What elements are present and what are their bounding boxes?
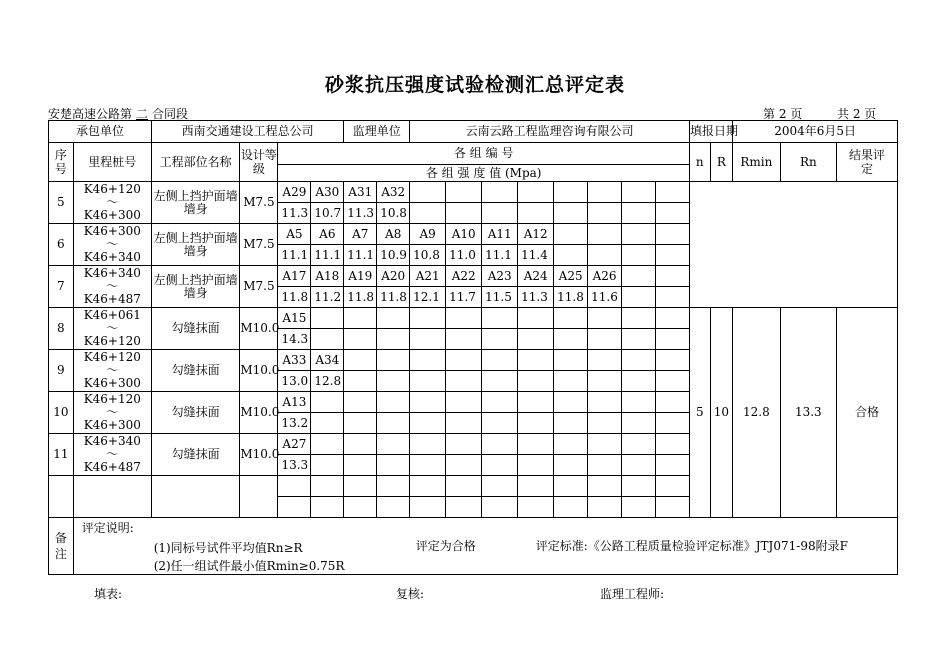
empty-cell <box>446 497 482 518</box>
section-number: 二 <box>136 107 149 121</box>
group-strength <box>377 455 410 476</box>
pile-from: K46+120 <box>83 350 141 364</box>
group-code <box>446 308 482 329</box>
col-strength: 各 组 强 度 值 (Mpa) <box>278 165 690 182</box>
col-n: n <box>689 143 710 182</box>
pile-to: K46+300 <box>83 418 141 432</box>
group-strength: 11.2 <box>311 287 344 308</box>
group-strength <box>518 455 554 476</box>
group-code: A27 <box>278 434 311 455</box>
pile-to: K46+340 <box>83 250 141 264</box>
group-strength: 11.1 <box>278 245 311 266</box>
group-strength <box>622 203 656 224</box>
group-strength <box>446 203 482 224</box>
group-strength: 11.1 <box>482 245 518 266</box>
group-code <box>377 308 410 329</box>
group-strength <box>311 455 344 476</box>
group-strength <box>622 455 656 476</box>
group-code <box>446 392 482 413</box>
empty-cell <box>377 497 410 518</box>
group-code <box>622 392 656 413</box>
group-code <box>554 434 588 455</box>
pile-from: K46+300 <box>83 224 141 238</box>
row-part: 勾缝抹面 <box>151 350 239 392</box>
summary-rn: 13.3 <box>780 308 837 518</box>
empty-cell <box>518 476 554 497</box>
group-strength <box>344 329 377 350</box>
pile-sep: ～ <box>106 279 119 293</box>
group-code <box>377 392 410 413</box>
page-current: 第 2 页 <box>763 107 803 121</box>
pile-to: K46+300 <box>83 208 141 222</box>
group-strength <box>344 371 377 392</box>
row-grade: M10.0 <box>240 308 278 350</box>
group-strength <box>311 329 344 350</box>
group-code <box>410 308 446 329</box>
group-strength: 12.8 <box>311 371 344 392</box>
row-pile <box>73 434 151 476</box>
group-code <box>344 434 377 455</box>
group-code <box>554 308 588 329</box>
empty-cell <box>344 497 377 518</box>
col-rn: Rn <box>780 143 837 182</box>
remarks-label: 备注 <box>49 518 74 575</box>
group-code <box>311 308 344 329</box>
remarks-item-2: (2)任一组试件最小值Rmin≥0.75R <box>153 559 345 573</box>
group-strength <box>588 203 622 224</box>
group-code <box>554 182 588 203</box>
group-strength <box>377 329 410 350</box>
filler-label: 填表: <box>94 587 123 601</box>
group-strength <box>482 455 518 476</box>
group-strength: 10.8 <box>410 245 446 266</box>
group-strength <box>518 329 554 350</box>
group-code <box>482 308 518 329</box>
group-code <box>588 434 622 455</box>
group-code <box>410 350 446 371</box>
row-pile <box>73 350 151 392</box>
supervisor-label: 监理单位 <box>344 121 410 143</box>
row-part: 左侧上挡护面墙墙身 <box>151 224 239 266</box>
group-code: A21 <box>410 266 446 287</box>
reviewer-label: 复核: <box>396 587 425 601</box>
contractor-name: 西南交通建设工程总公司 <box>151 121 343 143</box>
group-code <box>482 350 518 371</box>
remarks-box <box>74 518 897 574</box>
page-title: 砂浆抗压强度试验检测汇总评定表 <box>324 74 625 96</box>
remarks-standard: 评定标准:《公路工程质量检验评定标准》JTJ071-98附录F <box>535 539 848 553</box>
group-strength <box>410 413 446 434</box>
group-strength <box>554 371 588 392</box>
summary-result: 合格 <box>837 308 898 518</box>
pile-to: K46+487 <box>83 292 141 306</box>
group-code <box>410 392 446 413</box>
group-code: A8 <box>377 224 410 245</box>
group-strength: 11.1 <box>311 245 344 266</box>
group-code <box>344 350 377 371</box>
group-code: A12 <box>518 224 554 245</box>
group-strength <box>656 245 690 266</box>
group-strength <box>554 455 588 476</box>
row-part: 勾缝抹面 <box>151 308 239 350</box>
group-code: A30 <box>311 182 344 203</box>
group-strength <box>377 413 410 434</box>
header-info-row <box>49 121 898 143</box>
group-code <box>410 182 446 203</box>
row-part: 左侧上挡护面墙墙身 <box>151 266 239 308</box>
group-strength <box>588 455 622 476</box>
empty-cell <box>311 476 344 497</box>
empty-part <box>151 476 239 518</box>
group-code <box>554 224 588 245</box>
group-code <box>518 182 554 203</box>
row-pile <box>73 392 151 434</box>
empty-cell <box>588 476 622 497</box>
row-pile <box>73 182 151 224</box>
group-code <box>588 182 622 203</box>
group-strength <box>410 203 446 224</box>
group-strength <box>588 245 622 266</box>
project-suffix: 合同段 <box>152 107 189 121</box>
pile-sep: ～ <box>106 405 119 419</box>
group-strength <box>622 371 656 392</box>
group-code: A32 <box>377 182 410 203</box>
group-strength <box>377 371 410 392</box>
remarks-title: 评定说明: <box>81 521 134 535</box>
group-strength <box>588 371 622 392</box>
group-strength <box>518 203 554 224</box>
col-r: R <box>710 143 733 182</box>
empty-cell <box>410 476 446 497</box>
summary-rmin: 12.8 <box>733 308 780 518</box>
date-label: 填报日期 <box>689 121 732 143</box>
group-code: A25 <box>554 266 588 287</box>
group-code <box>446 182 482 203</box>
row-pile <box>73 266 151 308</box>
group-strength <box>410 371 446 392</box>
empty-cell <box>554 497 588 518</box>
page-total: 共 2 页 <box>837 107 877 121</box>
empty-cell <box>410 497 446 518</box>
group-strength <box>482 203 518 224</box>
group-strength: 11.8 <box>377 287 410 308</box>
group-code: A33 <box>278 350 311 371</box>
group-strength: 11.3 <box>344 203 377 224</box>
group-code <box>622 266 656 287</box>
group-strength <box>656 203 690 224</box>
group-code: A24 <box>518 266 554 287</box>
pile-from: K46+340 <box>83 434 141 448</box>
group-strength: 11.6 <box>588 287 622 308</box>
group-code <box>377 350 410 371</box>
empty-cell <box>482 497 518 518</box>
group-code <box>554 392 588 413</box>
group-strength <box>482 413 518 434</box>
group-code: A34 <box>311 350 344 371</box>
group-code: A5 <box>278 224 311 245</box>
empty-grade <box>240 476 278 518</box>
row-seq: 6 <box>49 224 74 266</box>
group-code <box>588 350 622 371</box>
contractor-label: 承包单位 <box>49 121 152 143</box>
group-code <box>554 350 588 371</box>
row-seq: 9 <box>49 350 74 392</box>
group-code <box>410 434 446 455</box>
pile-sep: ～ <box>106 195 119 209</box>
empty-cell <box>278 476 311 497</box>
row-seq: 10 <box>49 392 74 434</box>
group-code: A15 <box>278 308 311 329</box>
supervisor-name: 云南云路工程监理咨询有限公司 <box>410 121 690 143</box>
group-strength <box>554 329 588 350</box>
group-strength: 11.0 <box>446 245 482 266</box>
data-row <box>49 182 898 203</box>
group-strength: 14.3 <box>278 329 311 350</box>
group-strength <box>656 329 690 350</box>
group-code <box>344 308 377 329</box>
group-code <box>656 350 690 371</box>
group-strength <box>482 329 518 350</box>
row-seq: 7 <box>49 266 74 308</box>
empty-cell <box>588 497 622 518</box>
group-strength: 13.3 <box>278 455 311 476</box>
group-strength <box>518 371 554 392</box>
group-strength <box>446 413 482 434</box>
empty-cell <box>278 497 311 518</box>
group-strength: 11.3 <box>518 287 554 308</box>
row-part: 勾缝抹面 <box>151 392 239 434</box>
pile-to: K46+120 <box>83 334 141 348</box>
group-code <box>311 392 344 413</box>
group-strength <box>656 287 690 308</box>
group-strength: 11.1 <box>344 245 377 266</box>
group-code: A23 <box>482 266 518 287</box>
empty-cell <box>446 476 482 497</box>
empty-cell <box>554 476 588 497</box>
group-code: A18 <box>311 266 344 287</box>
pile-from: K46+120 <box>83 392 141 406</box>
summary-blank <box>689 182 897 308</box>
group-code <box>482 392 518 413</box>
group-strength <box>344 413 377 434</box>
group-strength: 11.5 <box>482 287 518 308</box>
empty-cell <box>622 476 656 497</box>
group-strength <box>656 455 690 476</box>
group-code: A17 <box>278 266 311 287</box>
group-code <box>446 434 482 455</box>
group-code: A10 <box>446 224 482 245</box>
group-strength <box>656 371 690 392</box>
group-code <box>518 350 554 371</box>
empty-cell <box>622 497 656 518</box>
summary-r: 10 <box>710 308 733 518</box>
group-code <box>446 350 482 371</box>
group-strength: 12.1 <box>410 287 446 308</box>
group-strength: 11.8 <box>554 287 588 308</box>
group-strength: 11.8 <box>278 287 311 308</box>
remarks-item-1: (1)同标号试件平均值Rn≥R <box>153 541 303 555</box>
group-strength <box>410 455 446 476</box>
group-code <box>622 350 656 371</box>
group-code <box>656 182 690 203</box>
empty-cell <box>344 476 377 497</box>
empty-pile <box>73 476 151 518</box>
empty-cell <box>656 497 690 518</box>
group-strength <box>554 245 588 266</box>
empty-cell <box>656 476 690 497</box>
row-pile <box>73 308 151 350</box>
pile-to: K46+300 <box>83 376 141 390</box>
group-code: A29 <box>278 182 311 203</box>
group-strength: 11.7 <box>446 287 482 308</box>
row-part: 勾缝抹面 <box>151 434 239 476</box>
pile-sep: ～ <box>106 321 119 335</box>
group-code: A19 <box>344 266 377 287</box>
group-code <box>622 224 656 245</box>
group-code <box>518 392 554 413</box>
empty-seq <box>49 476 74 518</box>
row-pile <box>73 224 151 266</box>
group-strength <box>446 455 482 476</box>
group-strength <box>518 413 554 434</box>
group-code <box>588 224 622 245</box>
group-code: A13 <box>278 392 311 413</box>
pile-sep: ～ <box>106 447 119 461</box>
group-strength <box>622 413 656 434</box>
group-strength <box>554 203 588 224</box>
group-code: A11 <box>482 224 518 245</box>
group-strength <box>588 413 622 434</box>
row-grade: M10.0 <box>240 392 278 434</box>
row-grade: M10.0 <box>240 350 278 392</box>
group-strength <box>622 245 656 266</box>
group-strength <box>446 371 482 392</box>
remarks-row <box>49 518 898 575</box>
empty-cell <box>518 497 554 518</box>
group-code <box>588 308 622 329</box>
remarks-body <box>73 518 897 575</box>
group-code <box>588 392 622 413</box>
col-seq: 序号 <box>49 143 74 182</box>
group-strength: 10.8 <box>377 203 410 224</box>
row-grade: M7.5 <box>240 182 278 224</box>
group-code <box>656 266 690 287</box>
group-code: A7 <box>344 224 377 245</box>
row-grade: M7.5 <box>240 224 278 266</box>
group-code <box>656 434 690 455</box>
group-strength <box>656 413 690 434</box>
group-code <box>656 308 690 329</box>
group-code <box>656 392 690 413</box>
group-code <box>622 182 656 203</box>
group-strength <box>588 329 622 350</box>
pile-from: K46+340 <box>83 266 141 280</box>
summary-n: 5 <box>689 308 710 518</box>
group-code: A22 <box>446 266 482 287</box>
group-code <box>482 434 518 455</box>
pile-sep: ～ <box>106 363 119 377</box>
empty-cell <box>377 476 410 497</box>
group-strength: 13.2 <box>278 413 311 434</box>
pile-sep: ～ <box>106 237 119 251</box>
row-seq: 5 <box>49 182 74 224</box>
row-seq: 8 <box>49 308 74 350</box>
group-code <box>656 224 690 245</box>
group-strength <box>482 371 518 392</box>
row-grade: M7.5 <box>240 266 278 308</box>
group-code <box>622 434 656 455</box>
group-strength <box>622 329 656 350</box>
empty-cell <box>482 476 518 497</box>
group-strength: 11.4 <box>518 245 554 266</box>
group-strength: 11.3 <box>278 203 311 224</box>
pile-to: K46+487 <box>83 460 141 474</box>
group-strength <box>554 413 588 434</box>
group-code: A31 <box>344 182 377 203</box>
report-date: 2004年6月5日 <box>733 121 898 143</box>
group-code <box>344 392 377 413</box>
pile-from: K46+061 <box>83 308 141 322</box>
group-strength <box>622 287 656 308</box>
group-code <box>622 308 656 329</box>
column-header-row <box>49 143 898 165</box>
row-grade: M10.0 <box>240 434 278 476</box>
engineer-label: 监理工程师: <box>600 587 665 601</box>
group-code <box>377 434 410 455</box>
group-strength: 13.0 <box>278 371 311 392</box>
group-strength: 10.9 <box>377 245 410 266</box>
group-strength <box>311 413 344 434</box>
group-code <box>518 434 554 455</box>
col-part: 工程部位名称 <box>151 143 239 182</box>
col-group-no: 各 组 编 号 <box>278 143 690 165</box>
group-code: A26 <box>588 266 622 287</box>
remarks-conclusion: 评定为合格 <box>415 539 476 553</box>
group-code: A6 <box>311 224 344 245</box>
group-code <box>518 308 554 329</box>
group-strength <box>344 455 377 476</box>
evaluation-table <box>48 120 898 575</box>
group-code: A9 <box>410 224 446 245</box>
pile-from: K46+120 <box>83 182 141 196</box>
row-seq: 11 <box>49 434 74 476</box>
empty-cell <box>311 497 344 518</box>
project-prefix: 安楚高速公路第 <box>48 107 133 121</box>
group-strength <box>410 329 446 350</box>
group-code: A20 <box>377 266 410 287</box>
group-code <box>311 434 344 455</box>
row-part: 左侧上挡护面墙墙身 <box>151 182 239 224</box>
group-strength: 11.8 <box>344 287 377 308</box>
col-grade: 设计等级 <box>240 143 278 182</box>
group-strength <box>446 329 482 350</box>
group-code <box>482 182 518 203</box>
group-strength: 10.7 <box>311 203 344 224</box>
data-row <box>49 308 898 329</box>
col-rmin: Rmin <box>733 143 780 182</box>
col-result: 结果评定 <box>837 143 898 182</box>
col-pile: 里程桩号 <box>73 143 151 182</box>
